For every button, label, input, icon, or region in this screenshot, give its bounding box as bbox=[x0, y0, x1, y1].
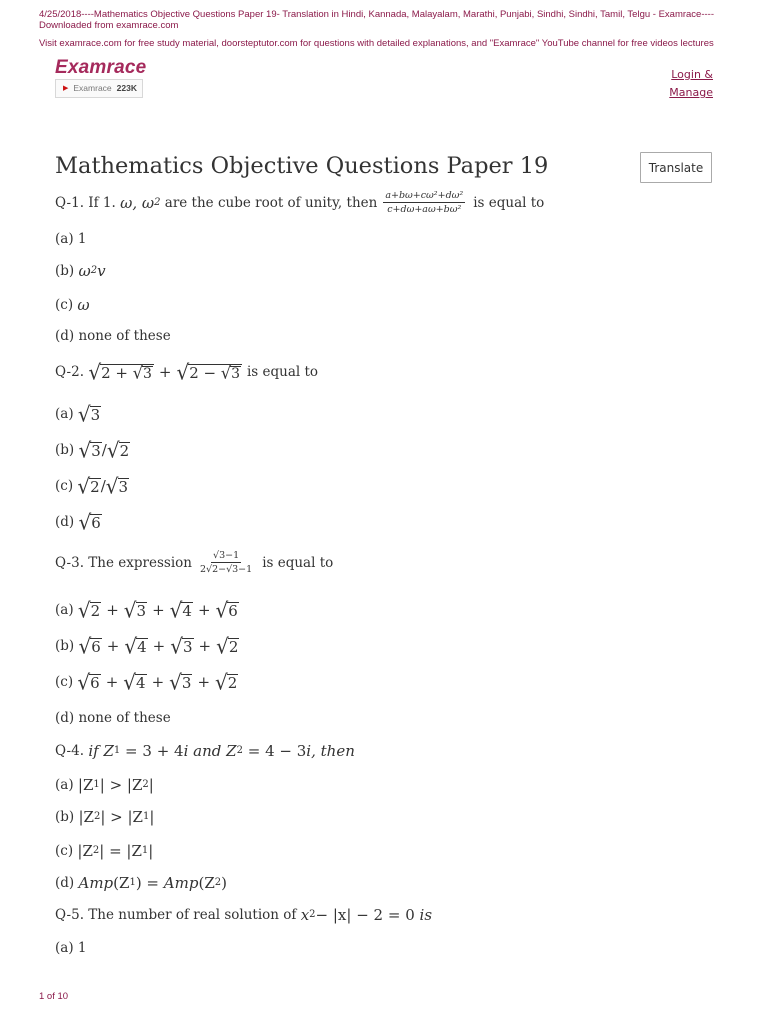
q1-fraction: $\frac{\text{a+bω+cω²+dω²}}{\text{c+dω+aω+bω²}}$ bbox=[385, 190, 464, 215]
q2-option-b: (b) √ 3 / √ 2 bbox=[55, 437, 130, 463]
q4-option-c: (c) |Z 2 | = |Z 1 | bbox=[55, 842, 154, 860]
question-1 bbox=[55, 190, 544, 215]
page-counter: 1 of 10 bbox=[39, 991, 69, 1002]
q1-option-b: (b) ω 2 v bbox=[55, 262, 106, 280]
promo-header: Visit examrace.com for free study material, doorsteptutor.com for questions with detailed explanations, and "Examrace" YouTube channel for free videos lectures bbox=[39, 38, 714, 49]
q3-option-b: (b) √ 6 + √ 4 + √ 3 + √ 2 bbox=[55, 633, 239, 659]
q3-option-d: (d) none of these bbox=[55, 710, 171, 726]
q3-option-c: (c) √ 6 + √ 4 + √ 3 + √ 2 bbox=[55, 669, 238, 695]
q4-option-b: (b) |Z 2 | > |Z 1 | bbox=[55, 808, 155, 826]
q2-option-c: (c) √ 2 / √ 3 bbox=[55, 473, 129, 499]
q2-radical-2: √ 2 − √ 3 bbox=[176, 359, 240, 385]
q3-option-a: (a) √ 2 + √ 3 + √ 4 + √ 6 bbox=[55, 597, 238, 623]
q2-radical-1: √ 2 + √ 3 bbox=[88, 359, 152, 385]
play-icon: ▶ bbox=[63, 85, 69, 92]
channel-name: Examrace bbox=[73, 83, 112, 93]
question-2: Q-2. √ 2 + √ 3 + √ 2 − √ 3 is equal to bbox=[55, 359, 319, 385]
subscriber-count: 223K bbox=[116, 83, 137, 93]
q1-option-d: (d) none of these bbox=[55, 328, 171, 344]
q3-fraction: $\frac{√3-1}{2√2-√3-1}$ bbox=[199, 550, 253, 575]
examrace-logo[interactable]: Examrace bbox=[55, 57, 147, 78]
q1-suffix: is equal to bbox=[473, 194, 545, 211]
manage-link[interactable]: Manage bbox=[669, 86, 713, 99]
translate-button[interactable]: Translate bbox=[640, 152, 712, 183]
download-header: 4/25/2018----Mathematics Objective Questions Paper 19- Translation in Hindi, Kannada, Malayalam, Marathi, Punjabi, Sindhi, Sindhi, Tamil, Telgu - Examrace----Downloaded from examrace.com bbox=[39, 9, 714, 31]
login-manage-link[interactable] bbox=[669, 66, 713, 102]
question-4: Q-4. if Z 1 = 3 + 4 i and Z 2 = 4 − 3 i , then bbox=[55, 742, 355, 760]
q1-option-c: (c) ω bbox=[55, 296, 90, 314]
q2-option-a: (a) √ 3 bbox=[55, 401, 101, 427]
q2-option-d: (d) √ 6 bbox=[55, 509, 101, 535]
question-3: Q-3. The expression $\frac{√3-1}{2√2-√3-1}$ is equal to bbox=[55, 550, 334, 575]
q4-option-a: (a) |Z 1 | > |Z 2 | bbox=[55, 776, 154, 794]
q1-text: are the cube root of unity, then bbox=[164, 194, 378, 211]
question-5: Q-5. The number of real solution of x 2 − |x| − 2 = 0 is bbox=[55, 906, 433, 924]
q1-omega: ω, ω 2 bbox=[120, 193, 161, 212]
page-title: Mathematics Objective Questions Paper 19 bbox=[55, 153, 549, 179]
q1-prefix: Q-1. If 1. bbox=[55, 194, 116, 211]
q4-option-d: (d) Amp (Z 1 ) = Amp (Z 2 ) bbox=[55, 874, 227, 892]
youtube-subscribe-badge[interactable] bbox=[55, 79, 143, 98]
login-link[interactable]: Login & bbox=[671, 68, 713, 81]
q1-option-a: (a) 1 bbox=[55, 231, 87, 247]
q5-option-a: (a) 1 bbox=[55, 940, 87, 956]
